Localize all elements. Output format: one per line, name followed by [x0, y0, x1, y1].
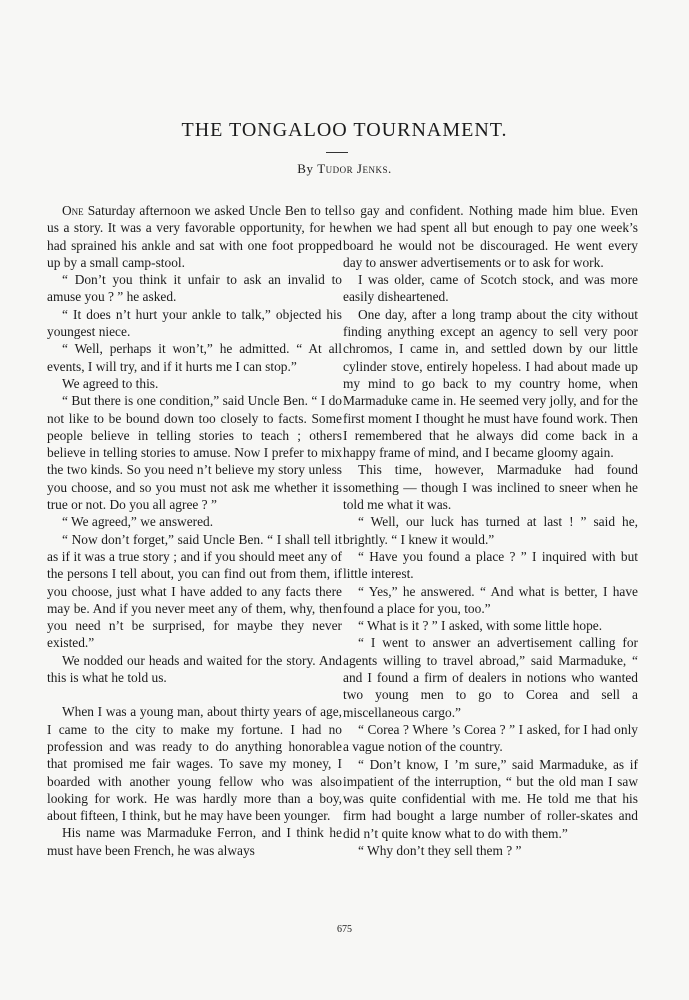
- paragraph-text: Saturday afternoon we asked Uncle Ben to tell us a story. It was a very favorable opportunity, for he had sprained his ankle and sat with one foot propped up by a small camp-stool.: [47, 203, 342, 270]
- paragraph-text: “ But there is one condition,” said Uncle Ben. “ I do not like to be bound down too closely to facts. Some people believe in telling stories to teach ; others believe in telling stories to amuse. Now I prefer to mix the two kinds. So you need n’t believe my story unless you choose, and so you must not ask me whether it is true or not. Do you all agree ? ”: [47, 393, 342, 513]
- paragraph: [343, 634, 638, 720]
- paragraph-text: “ Have you found a place ? ” I inquired with but little interest.: [343, 548, 638, 582]
- paragraph-text: “ Well, perhaps it won’t,” he admitted. “ At all events, I will try, and if it hurts me I can stop.”: [47, 341, 342, 374]
- paragraph: [343, 721, 638, 756]
- paragraph-text: so gay and confident. Nothing made him blue. Even when we had spent all but enough to pay one week’s board he would not be discouraged. He went every day to answer advertisements or to ask for work.: [343, 203, 638, 270]
- paragraph-text: We nodded our heads and waited for the story. And this is what he told us.: [47, 652, 342, 686]
- paragraph-text: “ Now don’t forget,” said Uncle Ben. “ I shall tell it as if it was a true story ; and if you should meet any of the persons I tell about, you can find out from them, if you choose, just what I have added to any facts there may be. And if you never meet any of them, why, then you need n’t be surprised, for maybe they never existed.”: [47, 531, 342, 651]
- paragraph: [47, 202, 342, 271]
- paragraph: [47, 392, 342, 513]
- paragraph-text: “ Yes,” he answered. “ And what is better, I have found a place for you, too.”: [343, 583, 638, 616]
- paragraph: [343, 842, 638, 859]
- paragraph: [47, 824, 342, 859]
- paragraph: [343, 271, 638, 306]
- paragraph: [343, 513, 638, 548]
- paragraph: [47, 375, 342, 392]
- paragraph-text: “ Corea ? Where ’s Corea ? ” I asked, for I had only a vague notion of the country.: [343, 721, 638, 755]
- paragraph-text: “ Why don’t they sell them ? ”: [358, 842, 522, 858]
- paragraph-text: One day, after a long tramp about the city without finding anything except an agency to sell very poor chromos, I came in, and settled down by our little cylinder stove, entirely hopeless. I had about made up my mind to go back to my country home, when Marmaduke came in. He seemed very jolly, and for the first moment I thought he must have found work. Then I remembered that he always did come back in a happy frame of mind, and I became gloomy again.: [343, 306, 638, 461]
- paragraph: [343, 756, 638, 842]
- paragraph-text: We agreed to this.: [62, 375, 159, 391]
- paragraph-text: This time, however, Marmaduke had found something — though I was inclined to sneer when he told me what it was.: [343, 462, 638, 513]
- paragraph: [47, 703, 342, 824]
- byline-author: Tudor Jenks.: [317, 161, 392, 176]
- paragraph-text: His name was Marmaduke Ferron, and I think he must have been French, he was always: [47, 825, 342, 858]
- paragraph-text: When I was a young man, about thirty years of age, I came to the city to make my fortune. I had no profession and was ready to do anything honorable that promised me fair wages. To save my money, I boarded with another young fellow who was also looking for work. He was hardly more than a boy, about fifteen, I think, but he may have been younger.: [47, 704, 342, 824]
- paragraph-text: I was older, came of Scotch stock, and was more easily disheartened.: [343, 272, 638, 305]
- paragraph-text: “ Don’t know, I ’m sure,” said Marmaduke, as if impatient of the interruption, “ but the old man I saw was quite confidential with me. He told me that his firm had bought a large number of roller-skates and did n’t quite know what to do with them.”: [343, 756, 638, 841]
- paragraph-text: “ Don’t you think it unfair to ask an invalid to amuse you ? ” he asked.: [47, 272, 342, 305]
- paragraph: [343, 617, 638, 634]
- paragraph: [343, 202, 638, 271]
- paragraph-text: “ We agreed,” we answered.: [62, 514, 214, 530]
- paragraph: [47, 306, 342, 341]
- paragraph: [343, 548, 638, 583]
- paragraph: [343, 461, 638, 513]
- page-number: 675: [337, 924, 352, 935]
- byline: [0, 161, 689, 177]
- title-rule: [326, 152, 348, 153]
- right-column: [343, 202, 638, 859]
- paragraph: [47, 652, 342, 687]
- paragraph-text: “ Well, our luck has turned at last ! ” said he, brightly. “ I knew it would.”: [343, 514, 638, 547]
- paragraph: [343, 306, 638, 462]
- paragraph-text: “ I went to answer an advertisement calling for agents willing to travel abroad,” said Marmaduke, “ and I found a firm of dealers in notions who wanted two young men to go to Corea and sell a miscellaneous cargo.”: [343, 635, 638, 720]
- paragraph: [47, 531, 342, 652]
- paragraph: [47, 513, 342, 530]
- paragraph: [343, 583, 638, 618]
- lead-word: One: [62, 203, 84, 218]
- paragraph-text: “ It does n’t hurt your ankle to talk,” objected his youngest niece.: [47, 306, 342, 340]
- paragraph-text: “ What is it ? ” I asked, with some little hope.: [358, 618, 603, 634]
- paragraph: [47, 340, 342, 375]
- left-column: [47, 202, 342, 859]
- byline-by: By: [297, 161, 314, 176]
- paragraph: [47, 271, 342, 306]
- article-title: THE TONGALOO TOURNAMENT.: [181, 119, 508, 141]
